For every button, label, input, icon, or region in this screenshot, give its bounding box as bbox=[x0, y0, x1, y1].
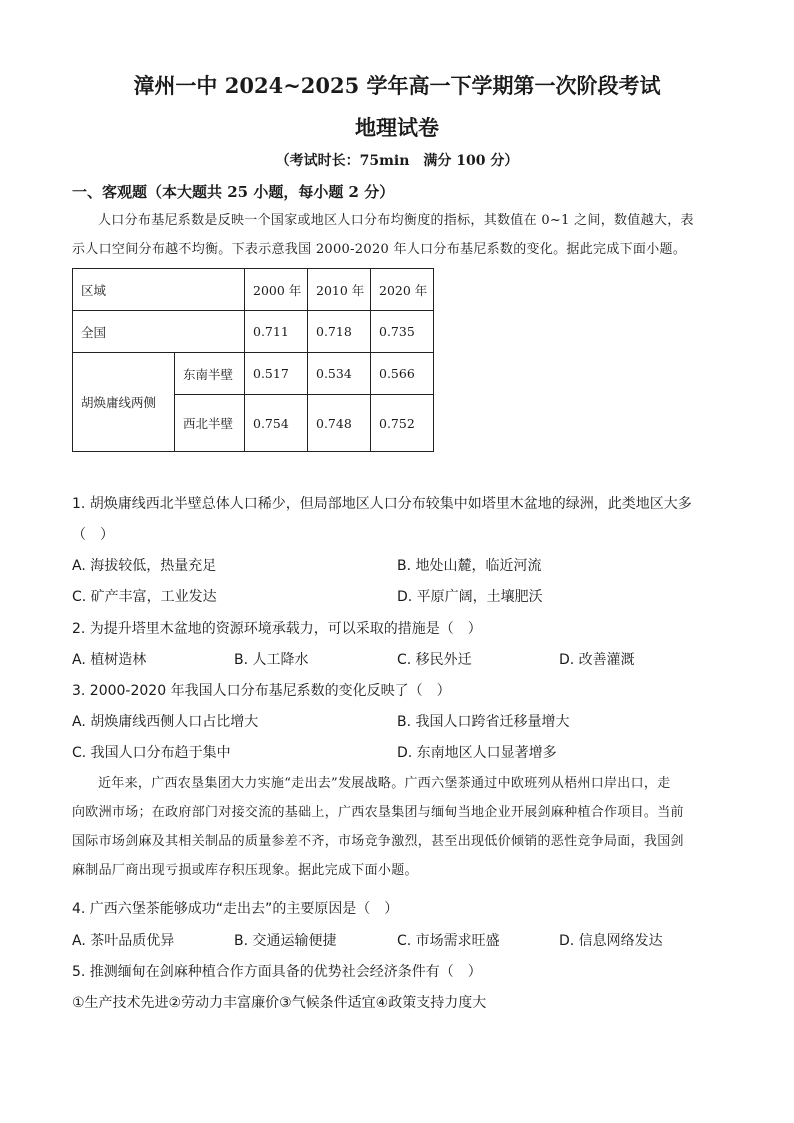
table-cell: 0.754 bbox=[245, 395, 308, 452]
question-1-option-a: A. 海拔较低，热量充足 bbox=[72, 558, 217, 574]
question-4-option-d: D. 信息网络发达 bbox=[559, 933, 663, 949]
passage-2-line: 麻制品厂商出现亏损或库存积压现象。据此完成下面小题。 bbox=[72, 863, 418, 878]
table-cell: 西北半壁 bbox=[175, 395, 245, 452]
passage-2-line: 向欧洲市场；在政府部门对接交流的基础上，广西农垦集团与缅甸当地企业开展剑麻种植合作项目。当前 bbox=[72, 805, 684, 820]
table-cell: 0.748 bbox=[308, 395, 371, 452]
question-3-option-d: D. 东南地区人口显著增多 bbox=[397, 745, 557, 761]
passage-2-line: 近年来，广西农垦集团大力实施“走出去”发展战略。广西六堡茶通过中欧班列从梧州口岸出口，走 bbox=[98, 776, 671, 791]
question-4-option-b: B. 交通运输便捷 bbox=[234, 933, 337, 949]
table-header-cell: 2020 年 bbox=[371, 269, 434, 311]
table-cell: 0.534 bbox=[308, 353, 371, 395]
exam-info: （考试时长：75min 满分 100 分） bbox=[275, 153, 519, 169]
question-3-option-b: B. 我国人口跨省迁移量增大 bbox=[397, 714, 570, 730]
question-5-options: ①生产技术先进②劳动力丰富廉价③气候条件适宜④政策支持力度大 bbox=[72, 995, 487, 1011]
passage-1 bbox=[72, 206, 722, 264]
question-2-option-a: A. 植树造林 bbox=[72, 652, 147, 668]
question-2-option-d: D. 改善灌溉 bbox=[559, 652, 635, 668]
table-cell: 0.566 bbox=[371, 353, 434, 395]
table-cell: 0.752 bbox=[371, 395, 434, 452]
table-cell: 0.711 bbox=[245, 311, 308, 353]
table-cell: 全国 bbox=[73, 311, 245, 353]
table-row bbox=[73, 311, 434, 353]
section-heading: 一、客观题（本大题共 25 小题，每小题 2 分） bbox=[72, 183, 395, 201]
question-1-option-d: D. 平原广阔，土壤肥沃 bbox=[397, 589, 543, 605]
question-3-stem: 3. 2000-2020 年我国人口分布基尼系数的变化反映了（ ） bbox=[72, 683, 451, 699]
question-1-bracket: （ ） bbox=[72, 527, 114, 543]
table-cell: 胡焕庸线两侧 bbox=[73, 353, 175, 452]
exam-subject: 地理试卷 bbox=[355, 115, 439, 140]
table-cell: 0.718 bbox=[308, 311, 371, 353]
passage-2-line: 国际市场剑麻及其相关制品的质量参差不齐，市场竞争激烈，甚至出现低价倾销的恶性竞争局面，我国剑 bbox=[72, 834, 684, 849]
table-header-row bbox=[73, 269, 434, 311]
question-1-option-c: C. 矿产丰富，工业发达 bbox=[72, 589, 217, 605]
passage-1-line: 人口分布基尼系数是反映一个国家或地区人口分布均衡度的指标，其数值在 0~1 之间，数值越大，表 bbox=[98, 213, 694, 228]
passage-1-line: 示人口空间分布越不均衡。下表示意我国 2000-2020 年人口分布基尼系数的变化。据此完成下面小题。 bbox=[72, 242, 687, 257]
question-1-option-b: B. 地处山麓，临近河流 bbox=[397, 558, 542, 574]
question-3-option-c: C. 我国人口分布趋于集中 bbox=[72, 745, 231, 761]
table-header-cell: 区域 bbox=[73, 269, 245, 311]
question-1-stem: 1. 胡焕庸线西北半壁总体人口稀少，但局部地区人口分布较集中如塔里木盆地的绿洲，此类地区大多 bbox=[72, 496, 692, 512]
question-5-stem: 5. 推测缅甸在剑麻种植合作方面具备的优势社会经济条件有（ ） bbox=[72, 964, 482, 980]
question-4-option-c: C. 市场需求旺盛 bbox=[397, 933, 500, 949]
question-2-option-b: B. 人工降水 bbox=[234, 652, 309, 668]
table-header-cell: 2010 年 bbox=[308, 269, 371, 311]
question-4-stem: 4. 广西六堡茶能够成功“走出去”的主要原因是（ ） bbox=[72, 901, 399, 917]
question-3-option-a: A. 胡焕庸线西侧人口占比增大 bbox=[72, 714, 259, 730]
table-row bbox=[73, 353, 434, 395]
gini-table bbox=[72, 268, 434, 452]
exam-title: 漳州一中 2024~2025 学年高一下学期第一次阶段考试 bbox=[133, 73, 661, 98]
question-4-option-a: A. 茶叶品质优异 bbox=[72, 933, 175, 949]
table-cell: 0.735 bbox=[371, 311, 434, 353]
table-cell: 东南半壁 bbox=[175, 353, 245, 395]
question-2-option-c: C. 移民外迁 bbox=[397, 652, 472, 668]
question-2-stem: 2. 为提升塔里木盆地的资源环境承载力，可以采取的措施是（ ） bbox=[72, 621, 482, 637]
table-cell: 0.517 bbox=[245, 353, 308, 395]
table-header-cell: 2000 年 bbox=[245, 269, 308, 311]
passage-2 bbox=[72, 769, 722, 885]
